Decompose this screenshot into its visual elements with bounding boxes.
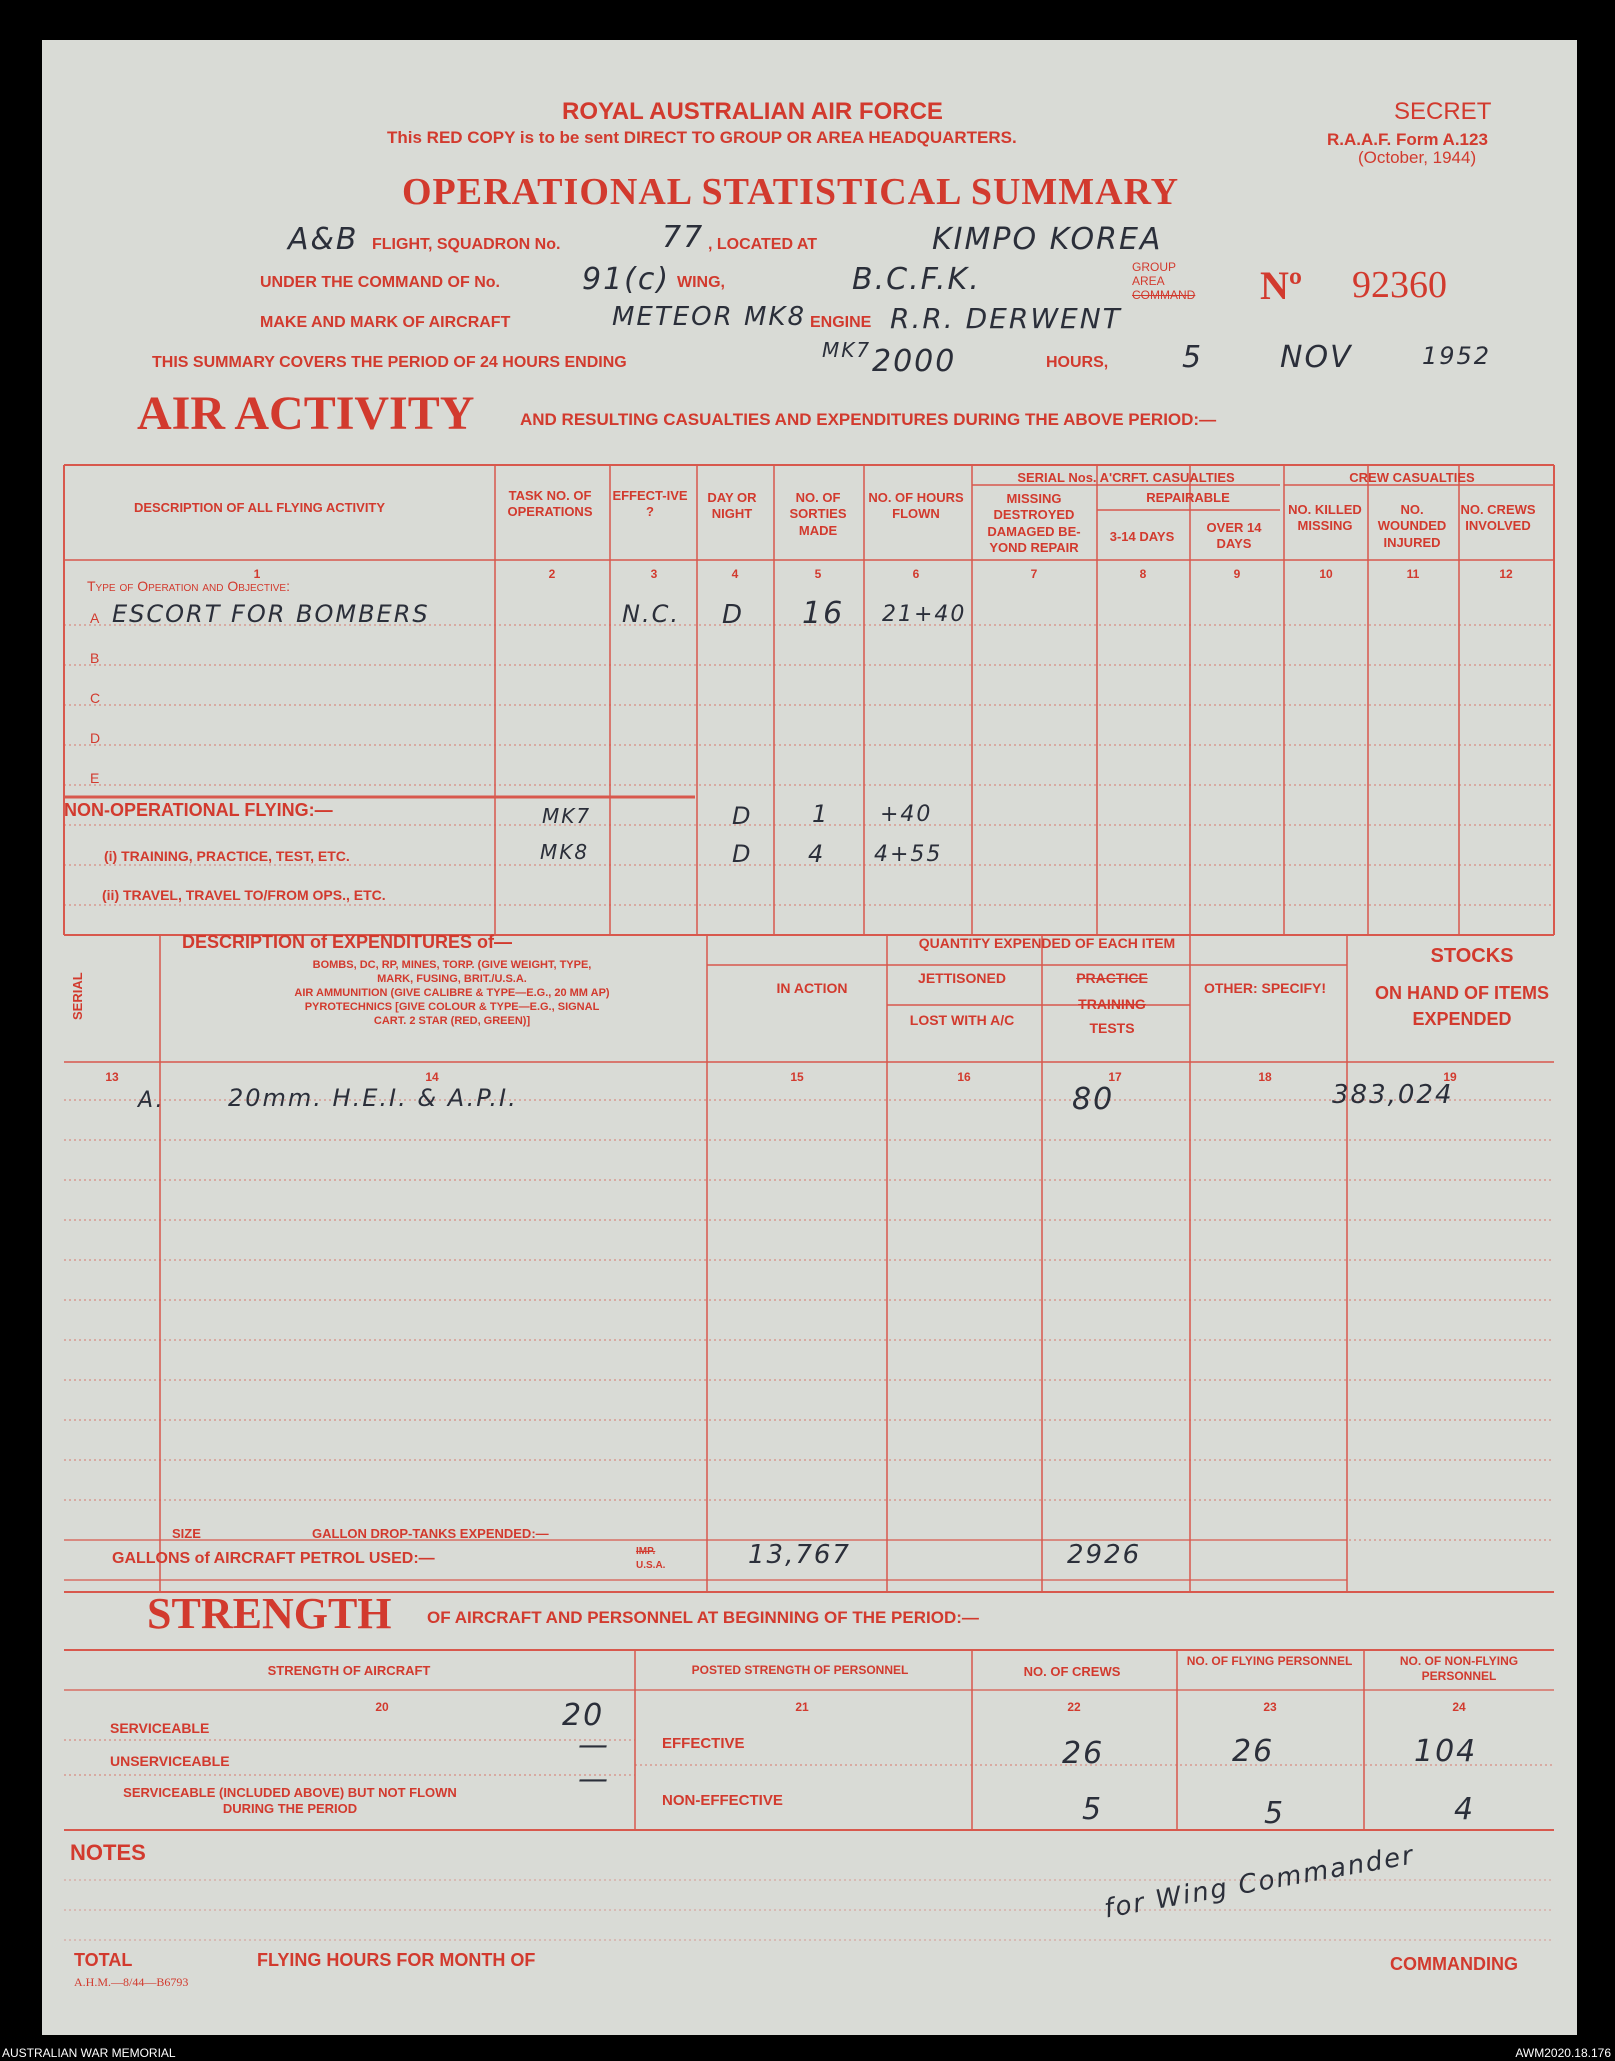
effective-flying: 26 xyxy=(1232,1734,1275,1769)
print-code: A.H.M.—8/44—B6793 xyxy=(74,1975,189,1989)
not-flown-label: SERVICEABLE (INCLUDED ABOVE) BUT NOT FLOWN DURING THE PERIOD xyxy=(123,1785,457,1816)
noneff-crews: 5 xyxy=(1082,1792,1104,1827)
petrol-in-action: 13,767 xyxy=(748,1540,851,1570)
row-letter: A xyxy=(90,610,100,626)
col-killed: NO. KILLED MISSING xyxy=(1288,502,1362,534)
non-op-label: NON-OPERATIONAL FLYING:— xyxy=(64,800,333,820)
row-letter: E xyxy=(90,770,100,786)
column-number: 12 xyxy=(1499,567,1513,581)
expenditure-title: DESCRIPTION of EXPENDITURES of— xyxy=(182,932,513,952)
row-letter: B xyxy=(90,650,100,666)
column-number: 5 xyxy=(814,567,822,581)
petrol-usa: U.S.A. xyxy=(636,1560,666,1571)
engine-label: ENGINE xyxy=(810,314,872,331)
flight-label: FLIGHT, SQUADRON No. xyxy=(372,236,561,253)
col-day-night: DAY OR NIGHT xyxy=(707,490,757,522)
engine-value: R.R. DERWENT xyxy=(890,302,1122,335)
row-letter: D xyxy=(90,730,101,746)
hours-label: HOURS, xyxy=(1046,354,1109,371)
nonflying-header: NO. OF NON-FLYING PERSONNEL xyxy=(1399,1654,1519,1683)
column-number: 19 xyxy=(1443,1070,1457,1084)
column-number: 9 xyxy=(1233,567,1241,581)
air-activity-subheading: AND RESULTING CASUALTIES AND EXPENDITURES DURING THE ABOVE PERIOD:— xyxy=(520,410,1217,429)
column-number: 2 xyxy=(548,567,556,581)
column-number: 15 xyxy=(790,1070,804,1084)
exp-row-a-stocks: 383,024 xyxy=(1332,1080,1454,1110)
column-number: 10 xyxy=(1319,567,1333,581)
month-label: FLYING HOURS FOR MONTH OF xyxy=(257,1950,536,1970)
noneff-flying: 5 xyxy=(1264,1796,1286,1831)
unserviceable-label: UNSERVICEABLE xyxy=(110,1753,230,1769)
col-task: TASK NO. OF OPERATIONS xyxy=(507,488,593,520)
petrol-tests: 2926 xyxy=(1067,1540,1142,1570)
exp-row-a-desc: 20mm. H.E.I. & A.P.I. xyxy=(228,1084,518,1112)
aircraft-label: MAKE AND MARK OF AIRCRAFT xyxy=(260,314,511,331)
col-sorties: NO. OF SORTIES MADE xyxy=(789,490,847,538)
serviceable-label: SERVICEABLE xyxy=(110,1720,210,1736)
command-value: 91(c) xyxy=(582,262,671,297)
column-number: 16 xyxy=(957,1070,971,1084)
archive-credit: AUSTRALIAN WAR MEMORIAL xyxy=(2,2046,176,2060)
signature: for Wing Commander xyxy=(1102,1840,1417,1925)
petrol-label: GALLONS of AIRCRAFT PETROL USED:— xyxy=(112,1550,435,1567)
col-3-14: 3-14 DAYS xyxy=(1109,529,1175,544)
jettisoned-header: JETTISONED xyxy=(918,970,1006,986)
non-op-i: (i) TRAINING, PRACTICE, TEST, ETC. xyxy=(104,848,350,864)
column-number: 6 xyxy=(912,567,920,581)
wing-value: B.C.F.K. xyxy=(852,262,981,297)
column-number: 3 xyxy=(650,567,658,581)
crews-header: NO. OF CREWS xyxy=(1023,1664,1121,1679)
notes-label: NOTES xyxy=(70,1840,146,1865)
exp-row-a-tests: 80 xyxy=(1072,1082,1115,1117)
non-effective-label: NON-EFFECTIVE xyxy=(662,1792,783,1809)
stocks-title: STOCKS xyxy=(1430,945,1514,967)
col-hours: NO. OF HOURS FLOWN xyxy=(868,490,964,522)
effective-crews: 26 xyxy=(1062,1736,1105,1771)
non-op-1-mark: MK7 xyxy=(542,804,592,828)
row-a-day-night: D xyxy=(722,600,745,630)
col-description: DESCRIPTION OF ALL FLYING ACTIVITY xyxy=(133,500,386,515)
year-value: 1952 xyxy=(1422,342,1492,370)
secret-label: SECRET xyxy=(1394,98,1492,125)
squadron-value: 77 xyxy=(662,220,705,255)
column-number: 22 xyxy=(1067,1700,1081,1714)
effective-nonflying: 104 xyxy=(1414,1734,1478,1769)
training-header: TRAINING xyxy=(1078,996,1146,1012)
row-letter: C xyxy=(90,690,101,706)
column-number: 24 xyxy=(1452,1700,1466,1714)
strength-subheading: OF AIRCRAFT AND PERSONNEL AT BEGINNING OF THE PERIOD:— xyxy=(427,1608,979,1627)
form-title: OPERATIONAL STATISTICAL SUMMARY xyxy=(402,171,1180,213)
serviceable-value: 20 xyxy=(562,1698,605,1733)
column-number: 4 xyxy=(731,567,739,581)
located-value: KIMPO KOREA xyxy=(932,222,1163,257)
wing-label: WING, xyxy=(677,274,725,291)
unserviceable-value: — xyxy=(578,1728,610,1763)
non-op-2-mark: MK8 xyxy=(540,840,590,864)
column-number: 8 xyxy=(1139,567,1147,581)
non-op-1-hours: +40 xyxy=(880,802,933,827)
column-number: 21 xyxy=(795,1700,809,1714)
period-extra: MK7 xyxy=(822,338,872,362)
col-effective: EFFECT-IVE ? xyxy=(612,488,688,520)
air-activity-heading: AIR ACTIVITY xyxy=(137,387,475,440)
row-a-desc: ESCORT FOR BOMBERS xyxy=(112,600,430,628)
form-paper xyxy=(42,40,1577,2035)
droptank-size: SIZE xyxy=(172,1526,201,1541)
col-missing: MISSING DESTROYED DAMAGED BE-YOND REPAIR xyxy=(987,491,1081,555)
column-number: 17 xyxy=(1108,1070,1122,1084)
archive-reference: AWM2020.18.176 xyxy=(1515,2046,1611,2060)
column-number: 18 xyxy=(1258,1070,1272,1084)
practice-header: PRACTICE xyxy=(1076,970,1148,986)
org-title: ROYAL AUSTRALIAN AIR FORCE xyxy=(562,98,943,125)
instruction-line: This RED COPY is to be sent DIRECT TO GROUP OR AREA HEADQUARTERS. xyxy=(387,128,1017,147)
column-number: 20 xyxy=(375,1700,389,1714)
column-number: 14 xyxy=(425,1070,439,1084)
column-number: 11 xyxy=(1406,567,1420,581)
flight-value: A&B xyxy=(288,222,359,257)
month-value: NOV xyxy=(1280,340,1353,375)
effective-label: EFFECTIVE xyxy=(662,1735,745,1752)
total-label: TOTAL xyxy=(74,1950,133,1970)
form-date: (October, 1944) xyxy=(1358,148,1477,167)
located-label: , LOCATED AT xyxy=(708,236,818,253)
strength-heading: STRENGTH xyxy=(147,1589,392,1638)
petrol-imp: IMP. xyxy=(636,1546,656,1557)
in-action-header: IN ACTION xyxy=(776,980,848,996)
expenditure-desc: BOMBS, DC, RP, MINES, TORP. (GIVE WEIGHT, TYPE, MARK, FUSING, BRIT./U.S.A. AIR AMMUNITION (GIVE CALIBRE & TYPE—E.G., 20 MM AP) PYROTECHNICS [GIVE COLOUR & TYPE—E.G., SIGNAL CART. 2 STAR (RED, GREEN)] xyxy=(294,959,610,1027)
noneff-nonflying: 4 xyxy=(1454,1792,1476,1827)
form-id: R.A.A.F. Form A.123 xyxy=(1327,130,1488,149)
stocks-subtitle: ON HAND OF ITEMS EXPENDED xyxy=(1375,983,1549,1029)
col-repairable: REPAIRABLE xyxy=(1146,490,1230,505)
col-crew-group: CREW CASUALTIES xyxy=(1349,470,1475,485)
row-a-sorties: 16 xyxy=(802,596,845,631)
period-hours-value: 2000 xyxy=(872,344,957,379)
aircraft-value: METEOR MK8 xyxy=(612,302,806,332)
day-value: 5 xyxy=(1182,340,1204,375)
other-header: OTHER: SPECIFY! xyxy=(1203,980,1327,996)
exp-row-a-serial: A. xyxy=(138,1088,165,1113)
col-wounded: NO. WOUNDED INJURED xyxy=(1377,502,1447,550)
non-op-2-sorties: 4 xyxy=(808,840,826,868)
col-crews: NO. CREWS INVOLVED xyxy=(1460,502,1536,534)
tests-header: TESTS xyxy=(1089,1020,1135,1036)
non-op-ii: (ii) TRAVEL, TRAVEL TO/FROM OPS., ETC. xyxy=(102,887,386,903)
command-label: UNDER THE COMMAND OF No. xyxy=(260,274,500,291)
col-over14: OVER 14 DAYS xyxy=(1206,520,1262,552)
column-number: 23 xyxy=(1263,1700,1277,1714)
serial-prefix: Nº xyxy=(1260,263,1303,308)
non-op-2-hours: 4+55 xyxy=(874,842,943,867)
non-op-1-sorties: 1 xyxy=(812,800,830,828)
non-op-1-day: D xyxy=(732,802,753,830)
group-area-command: GROUP AREA COMMAND xyxy=(1132,260,1196,302)
column-number: 1 xyxy=(253,567,261,581)
quantity-header: QUANTITY EXPENDED OF EACH ITEM xyxy=(918,935,1176,951)
row-a-effective: N.C. xyxy=(622,600,680,628)
serial-label: SERIAL xyxy=(70,972,85,1020)
column-number: 13 xyxy=(105,1070,119,1084)
column-number: 7 xyxy=(1030,567,1038,581)
commanding-label: COMMANDING xyxy=(1390,1954,1518,1974)
personnel-header: POSTED STRENGTH OF PERSONNEL xyxy=(691,1663,909,1677)
serial-number: 92360 xyxy=(1352,264,1447,306)
lost-header: LOST WITH A/C xyxy=(909,1012,1015,1028)
non-op-2-day: D xyxy=(732,840,753,868)
type-label: Type of Operation and Objective: xyxy=(87,578,290,594)
not-flown-value: — xyxy=(578,1762,610,1797)
aircraft-strength-header: STRENGTH OF AIRCRAFT xyxy=(267,1663,431,1678)
row-a-hours: 21+40 xyxy=(882,602,967,627)
period-label: THIS SUMMARY COVERS THE PERIOD OF 24 HOURS ENDING xyxy=(152,354,627,371)
flying-header: NO. OF FLYING PERSONNEL xyxy=(1186,1654,1353,1668)
col-serial-group: SERIAL Nos. A'CRFT. CASUALTIES xyxy=(1017,470,1235,485)
droptank-label: GALLON DROP-TANKS EXPENDED:— xyxy=(312,1526,549,1541)
